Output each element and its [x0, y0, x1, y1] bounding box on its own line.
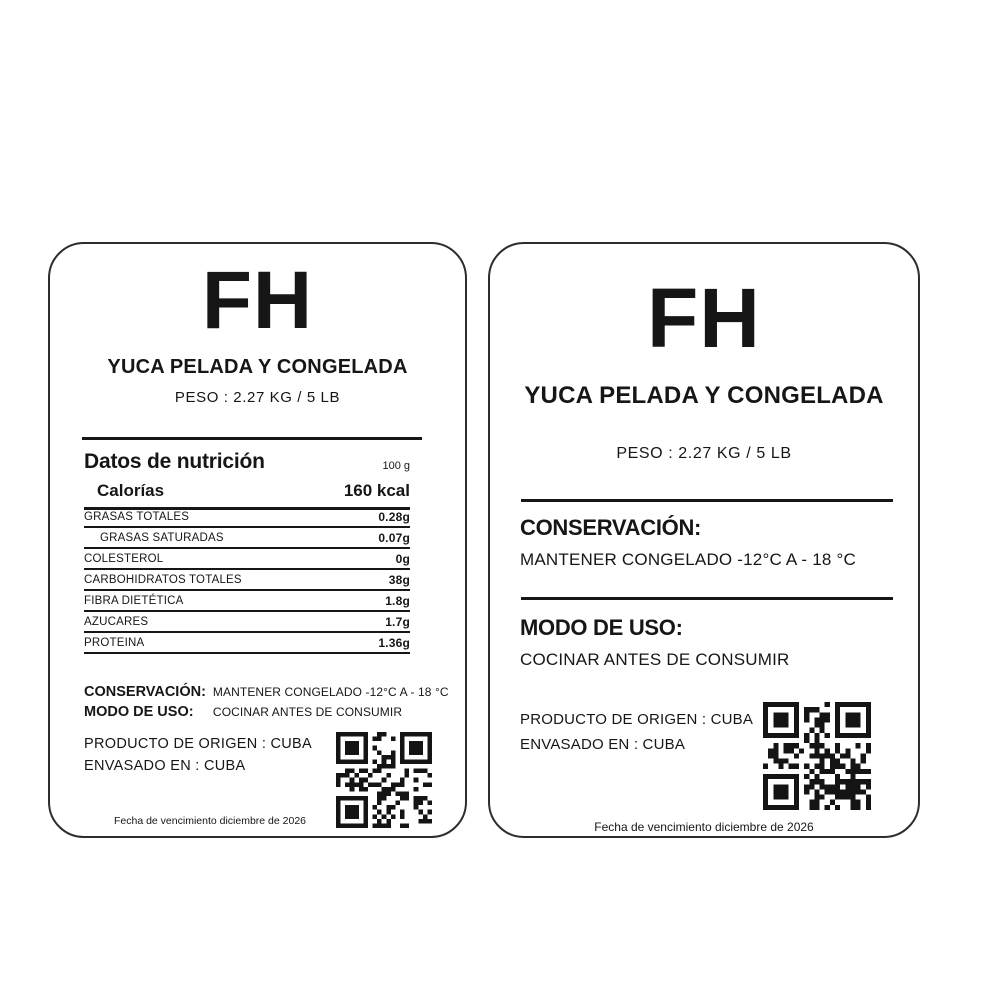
divider — [521, 597, 893, 600]
product-weight: PESO : 2.27 KG / 5 LB — [174, 389, 341, 406]
serving-size: 100 g — [382, 460, 410, 472]
nutrition-row — [84, 591, 410, 612]
product-label-left — [48, 242, 467, 838]
product-name: YUCA PELADA Y CONGELADA — [524, 382, 884, 409]
nutrient-name: FIBRA DIETÉTICA — [84, 594, 184, 607]
nutrient-name: CARBOHIDRATOS TOTALES — [84, 573, 242, 586]
packaging-text: ENVASADO EN : CUBA — [520, 736, 686, 753]
calories-value: 160 kcal — [343, 481, 410, 500]
usage-value: COCINAR ANTES DE CONSUMIR — [520, 650, 790, 669]
nutrient-name: PROTEINA — [84, 636, 145, 649]
nutrition-row — [84, 570, 410, 591]
origin-text: PRODUCTO DE ORIGEN : CUBA — [84, 736, 312, 752]
divider — [82, 437, 422, 440]
product-weight: PESO : 2.27 KG / 5 LB — [616, 445, 792, 462]
nutrition-header — [84, 450, 410, 474]
usage-label: MODO DE USO: — [520, 615, 683, 640]
nutrition-row — [84, 528, 410, 549]
nutrient-value: 0g — [395, 551, 410, 566]
nutrient-value: 38g — [388, 572, 410, 587]
nutrient-name: COLESTEROL — [84, 552, 164, 565]
nutrition-row — [84, 633, 410, 654]
nutrient-value: 1.36g — [378, 635, 410, 650]
origin-text: PRODUCTO DE ORIGEN : CUBA — [520, 711, 754, 728]
brand-logo: FH — [201, 255, 314, 346]
nutrition-table — [84, 507, 410, 654]
conservation-label: CONSERVACIÓN: — [520, 515, 702, 540]
packaging-text: ENVASADO EN : CUBA — [84, 758, 246, 774]
qr-code — [336, 732, 432, 828]
nutrition-row — [84, 612, 410, 633]
conservation-label: CONSERVACIÓN: — [84, 684, 206, 700]
conservation-block — [84, 684, 464, 720]
nutrition-row — [84, 507, 410, 528]
nutrient-value: 1.7g — [385, 614, 410, 629]
nutrient-value: 0.07g — [378, 530, 410, 545]
calories-row — [84, 481, 410, 510]
conservation-value: MANTENER CONGELADO -12°C A - 18 °C — [520, 550, 856, 569]
product-label-right — [488, 242, 920, 838]
nutrient-value: 1.8g — [385, 593, 410, 608]
brand-logo: FH — [647, 271, 761, 365]
expiry-text: Fecha de vencimiento diciembre de 2026 — [113, 815, 307, 827]
nutrition-row — [84, 549, 410, 570]
divider — [521, 499, 893, 502]
conservation-value: MANTENER CONGELADO -12°C A - 18 °C — [212, 685, 449, 699]
nutrient-name: GRASAS SATURADAS — [100, 531, 224, 544]
nutrient-name: AZUCARES — [84, 615, 149, 628]
nutrient-name: GRASAS TOTALES — [84, 510, 190, 523]
qr-code — [763, 702, 871, 810]
usage-label: MODO DE USO: — [84, 704, 194, 720]
usage-value: COCINAR ANTES DE CONSUMIR — [212, 705, 403, 719]
product-name: YUCA PELADA Y CONGELADA — [107, 356, 408, 378]
expiry-text: Fecha de vencimiento diciembre de 2026 — [594, 820, 814, 834]
nutrition-title: Datos de nutrición — [84, 450, 265, 473]
nutrient-value: 0.28g — [378, 509, 410, 524]
calories-label: Calorías — [97, 481, 165, 500]
